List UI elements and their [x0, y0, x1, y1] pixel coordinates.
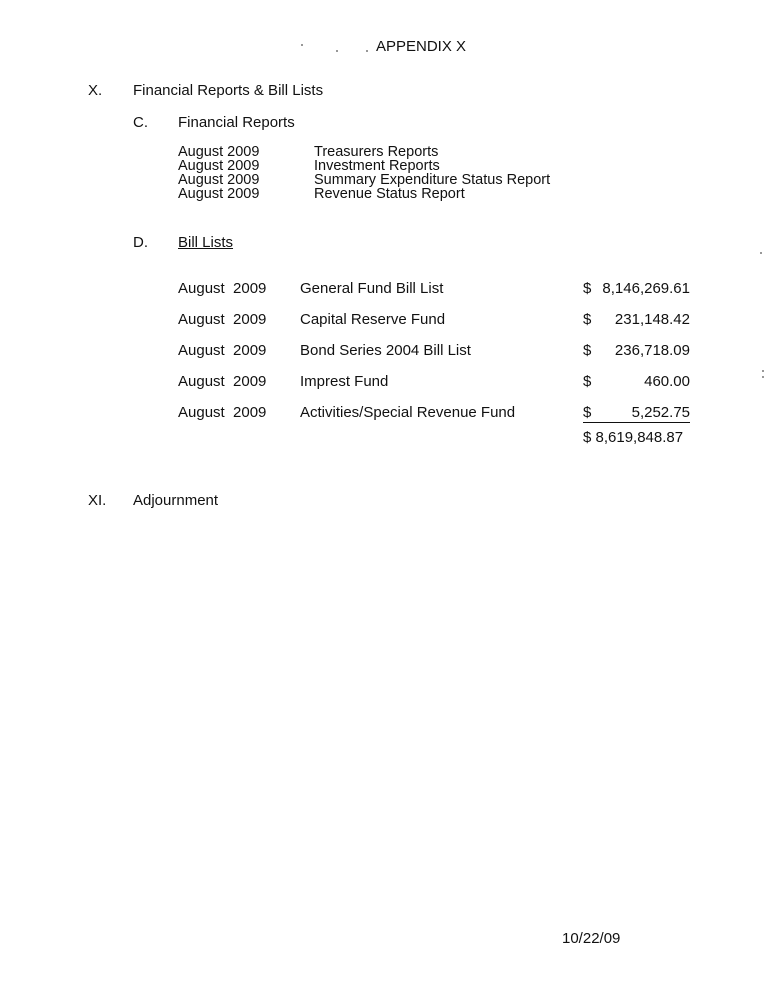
scan-speck [760, 252, 762, 254]
bill-amount: 8,146,269.61 [602, 280, 690, 297]
section-xi-title: Adjournment [133, 492, 219, 509]
bill-date: August 2009 [178, 404, 267, 421]
bill-list-table [178, 280, 690, 435]
bill-date: August 2009 [178, 373, 267, 390]
list-item [178, 187, 550, 201]
section-x-title: Financial Reports & Bill Lists [133, 82, 324, 99]
bill-description: Activities/Special Revenue Fund [300, 404, 516, 421]
report-date: August 2009 [178, 158, 260, 174]
table-row [178, 280, 690, 311]
report-name: Revenue Status Report [314, 186, 465, 202]
footer-date: 10/22/09 [562, 930, 621, 947]
bill-date: August 2009 [178, 311, 267, 328]
subsection-c-title: Financial Reports [178, 114, 295, 131]
appendix-title: APPENDIX X [376, 38, 467, 55]
bill-amount: 5,252.75 [631, 404, 690, 421]
bill-description: Imprest Fund [300, 373, 389, 390]
bill-amount: 236,718.09 [614, 342, 690, 359]
subsection-c-letter: C. [133, 114, 148, 131]
bill-description: General Fund Bill List [300, 280, 444, 297]
report-name: Summary Expenditure Status Report [314, 172, 551, 188]
report-name: Treasurers Reports [314, 144, 439, 160]
bill-list-total: $ 8,619,848.87 [583, 429, 684, 446]
scan-speck [336, 50, 338, 52]
bill-amount: 460.00 [644, 373, 690, 390]
currency-symbol: $ [583, 280, 592, 297]
financial-reports-list [178, 145, 550, 201]
bill-date: August 2009 [178, 342, 267, 359]
currency-symbol: $ [583, 404, 592, 421]
bill-description: Capital Reserve Fund [300, 311, 446, 328]
table-row [178, 373, 690, 404]
section-xi-number: XI. [88, 492, 107, 509]
report-date: August 2009 [178, 172, 260, 188]
list-item [178, 145, 550, 159]
list-item [178, 173, 550, 187]
currency-symbol: $ [583, 342, 592, 359]
section-x-number: X. [88, 82, 103, 99]
subsection-d-title: Bill Lists [178, 234, 234, 251]
bill-description: Bond Series 2004 Bill List [300, 342, 471, 359]
scan-speck [366, 50, 368, 52]
report-date: August 2009 [178, 144, 260, 160]
currency-symbol: $ [583, 373, 592, 390]
bill-date: August 2009 [178, 280, 267, 297]
report-date: August 2009 [178, 186, 260, 202]
scan-speck [301, 44, 303, 46]
scan-speck [762, 370, 764, 372]
subsection-d-letter: D. [133, 234, 148, 251]
scan-speck [762, 376, 764, 378]
bill-amount: 231,148.42 [614, 311, 690, 328]
currency-symbol: $ [583, 311, 592, 328]
list-item [178, 159, 550, 173]
report-name: Investment Reports [314, 158, 440, 174]
table-row [178, 311, 690, 342]
table-row [178, 342, 690, 373]
